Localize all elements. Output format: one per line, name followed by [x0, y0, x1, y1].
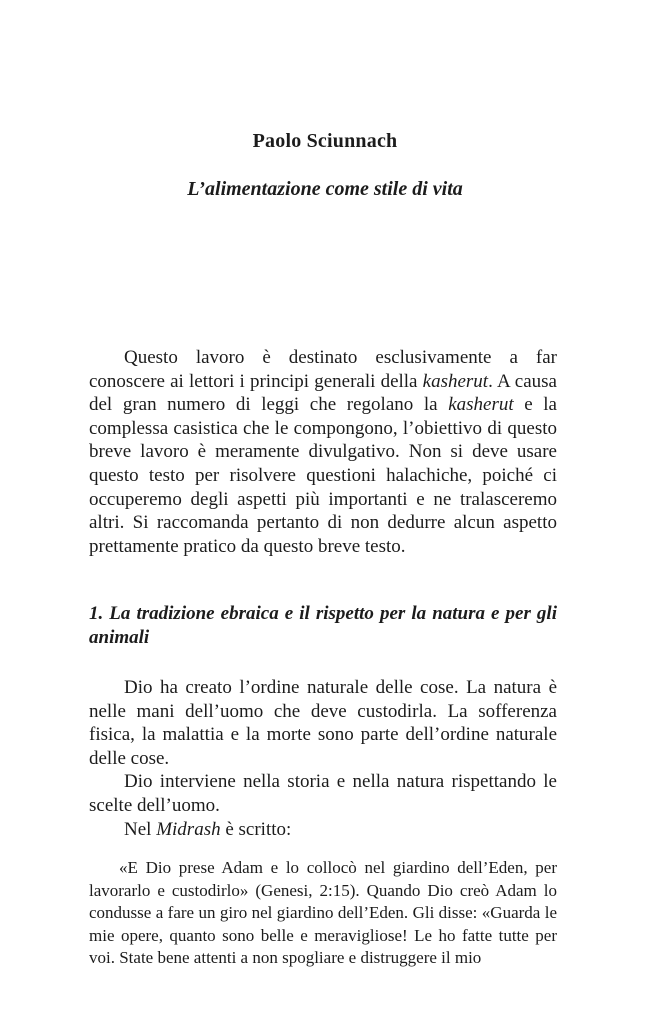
body-paragraph-3: [89, 818, 557, 842]
intro-text-3: e la complessa casistica che le compongono, l’obiettivo di questo breve lavoro è meramente divulgativo. Non si deve usare questo testo per risolvere questioni halachiche, poiché ci occuperemo degli aspetti più importanti e ne tralasceremo altri. Si raccomanda pertanto di non dedurre alcun aspetto prettamente pratico da questo breve testo.: [89, 394, 557, 557]
midrash-intro-post: è scritto:: [220, 818, 292, 840]
quotation-block: «E Dio prese Adam e lo collocò nel giardino dell’Eden, per lavorarlo e custodirlo» (Genesi, 2:15). Quando Dio creò Adam lo condusse a fare un giro nel giardino dell’Eden. Gli disse: «Guarda le mie opere, quanto sono belle e meravigliose! Le ho fatte tutte per voi. State bene attenti a non spogliare e distruggere il mio: [89, 858, 557, 968]
intro-section: [89, 346, 557, 558]
kasherut-term-1: kasherut: [422, 370, 489, 392]
body-paragraph-2: Dio interviene nella storia e nella natura rispettando le scelte dell’uomo.: [89, 771, 557, 816]
chapter-title: L’alimentazione come stile di vita: [187, 178, 463, 200]
section-body: [89, 676, 557, 841]
author-name: Paolo Sciunnach: [252, 130, 398, 152]
intro-paragraph: [89, 346, 557, 558]
midrash-intro-pre: Nel: [124, 818, 157, 840]
section-heading: 1. La tradizione ebraica e il rispetto per la natura e per gli animali: [89, 603, 557, 648]
kasherut-term-2: kasherut: [448, 394, 514, 416]
intro-text-2: . A causa del gran numero di leggi che regolano la: [89, 370, 557, 416]
body-paragraph-1: Dio ha creato l’ordine naturale delle cose. La natura è nelle mani dell’uomo che deve custodirla. La sofferenza fisica, la malattia e la morte sono parte dell’ordine naturale delle cose.: [89, 677, 557, 769]
midrash-term: Midrash: [156, 818, 221, 840]
intro-text-1: Questo lavoro è destinato esclusivamente a far conoscere ai lettori i principi generali della: [89, 347, 557, 392]
